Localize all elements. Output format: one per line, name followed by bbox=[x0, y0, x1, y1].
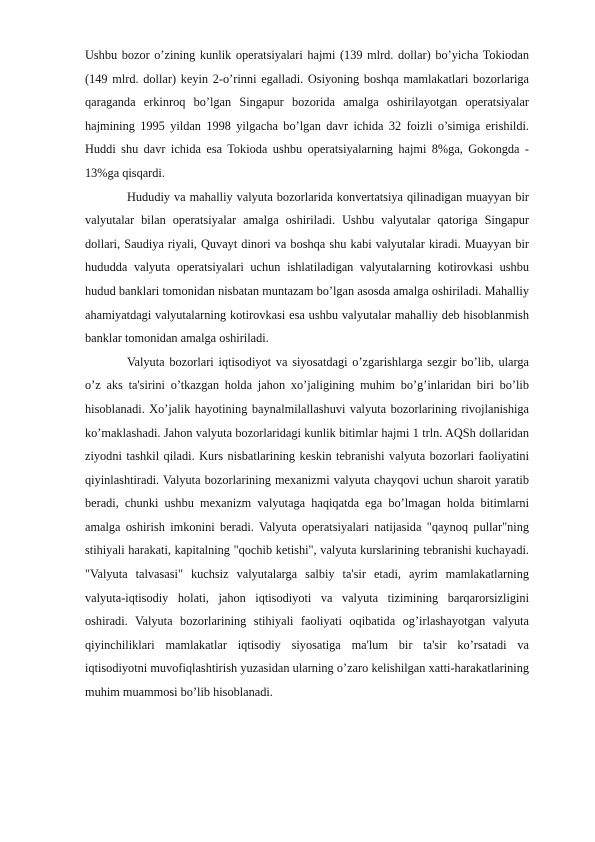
paragraph-1: Ushbu bozor o’zining kunlik operatsiyalari hajmi (139 mlrd. dollar) bo’yicha Tokiodan (149 mlrd. dollar) keyin 2-o’rinni egalladi. Osiyoning boshqa mamlakatlari bozorlariga qaraganda erkinroq bo’lgan Singapur bozorida amalga oshirilayotgan operatsiyalar hajmining 1995 yildan 1998 yilgacha bo’lgan davr ichida 32 foizli o’simiga erishildi. Huddi shu davr ichida esa Tokioda ushbu operatsiyalarning hajmi 8%ga, Gokongda - 13%ga qisqardi. bbox=[85, 48, 529, 180]
paragraph-2: Hududiy va mahalliy valyuta bozorlarida konvertatsiya qilinadigan muayyan bir valyutalar bilan operatsiyalar amalga oshiriladi. Ushbu valyutalar qatoriga Singapur dollari, Saudiya riyali, Quvayt dinori va boshqa shu kabi valyutalar kiradi. Muayyan bir hududda valyuta operatsiyalari uchun ishlatiladigan valyutalarning kotirovkasi ushbu hudud banklari tomonidan nisbatan muntazam bo’lgan asosda amalga oshiriladi. Mahalliy ahamiyatdagi valyutalarning kotirovkasi esa ushbu valyutalar mahalliy deb hisoblanmish banklar tomonidan amalga oshiriladi. bbox=[85, 189, 529, 346]
document-page bbox=[85, 44, 529, 705]
paragraph-3: Valyuta bozorlari iqtisodiyot va siyosatdagi o’zgarishlarga sezgir bo’lib, ularga o’z aks ta'sirini o’tkazgan holda jahon xo’jaligining muhim bo’g’inlaridan biri bo’lib hisoblanadi. Xo’jalik hayotining baynalmilallashuvi valyuta bozorlarining rivojlanishiga ko’maklashadi. Jahon valyuta bozorlaridagi kunlik bitimlar hajmi 1 trln. AQSh dollaridan ziyodni tashkil qiladi. Kurs nisbatlarining keskin tebranishi valyuta bozorlari faoliyatini qiyinlashtiradi. Valyuta bozorlarining mexanizmi valyuta chayqovi uchun sharoit yaratib beradi, chunki ushbu mexanizm valyutaga haqiqatda ega bo’lmagan holda bitimlarni amalga oshirish imkonini beradi. Valyuta operatsiyalari natijasida "qaynoq pullar"ning stihiyali harakati, kapitalning "qochib ketishi", valyuta kurslarining tebranishi kuchayadi. "Valyuta talvasasi" kuchsiz valyutalarga salbiy ta'sir etadi, ayrim mamlakatlarning valyuta-iqtisodiy holati, jahon iqtisodiyoti va valyuta tizimining barqarorsizligini oshiradi. Valyuta bozorlarining stihiyali faoliyati oqibatida og’irlashayotgan valyuta qiyinchiliklari mamlakatlar iqtisodiy siyosatiga ma'lum bir ta'sir ko’rsatadi va iqtisodiyotni muvofiqlashtirish yuzasidan ularning o’zaro kelishilgan xatti-harakatlarining muhim muammosi bo’lib hisoblanadi. bbox=[85, 354, 529, 700]
